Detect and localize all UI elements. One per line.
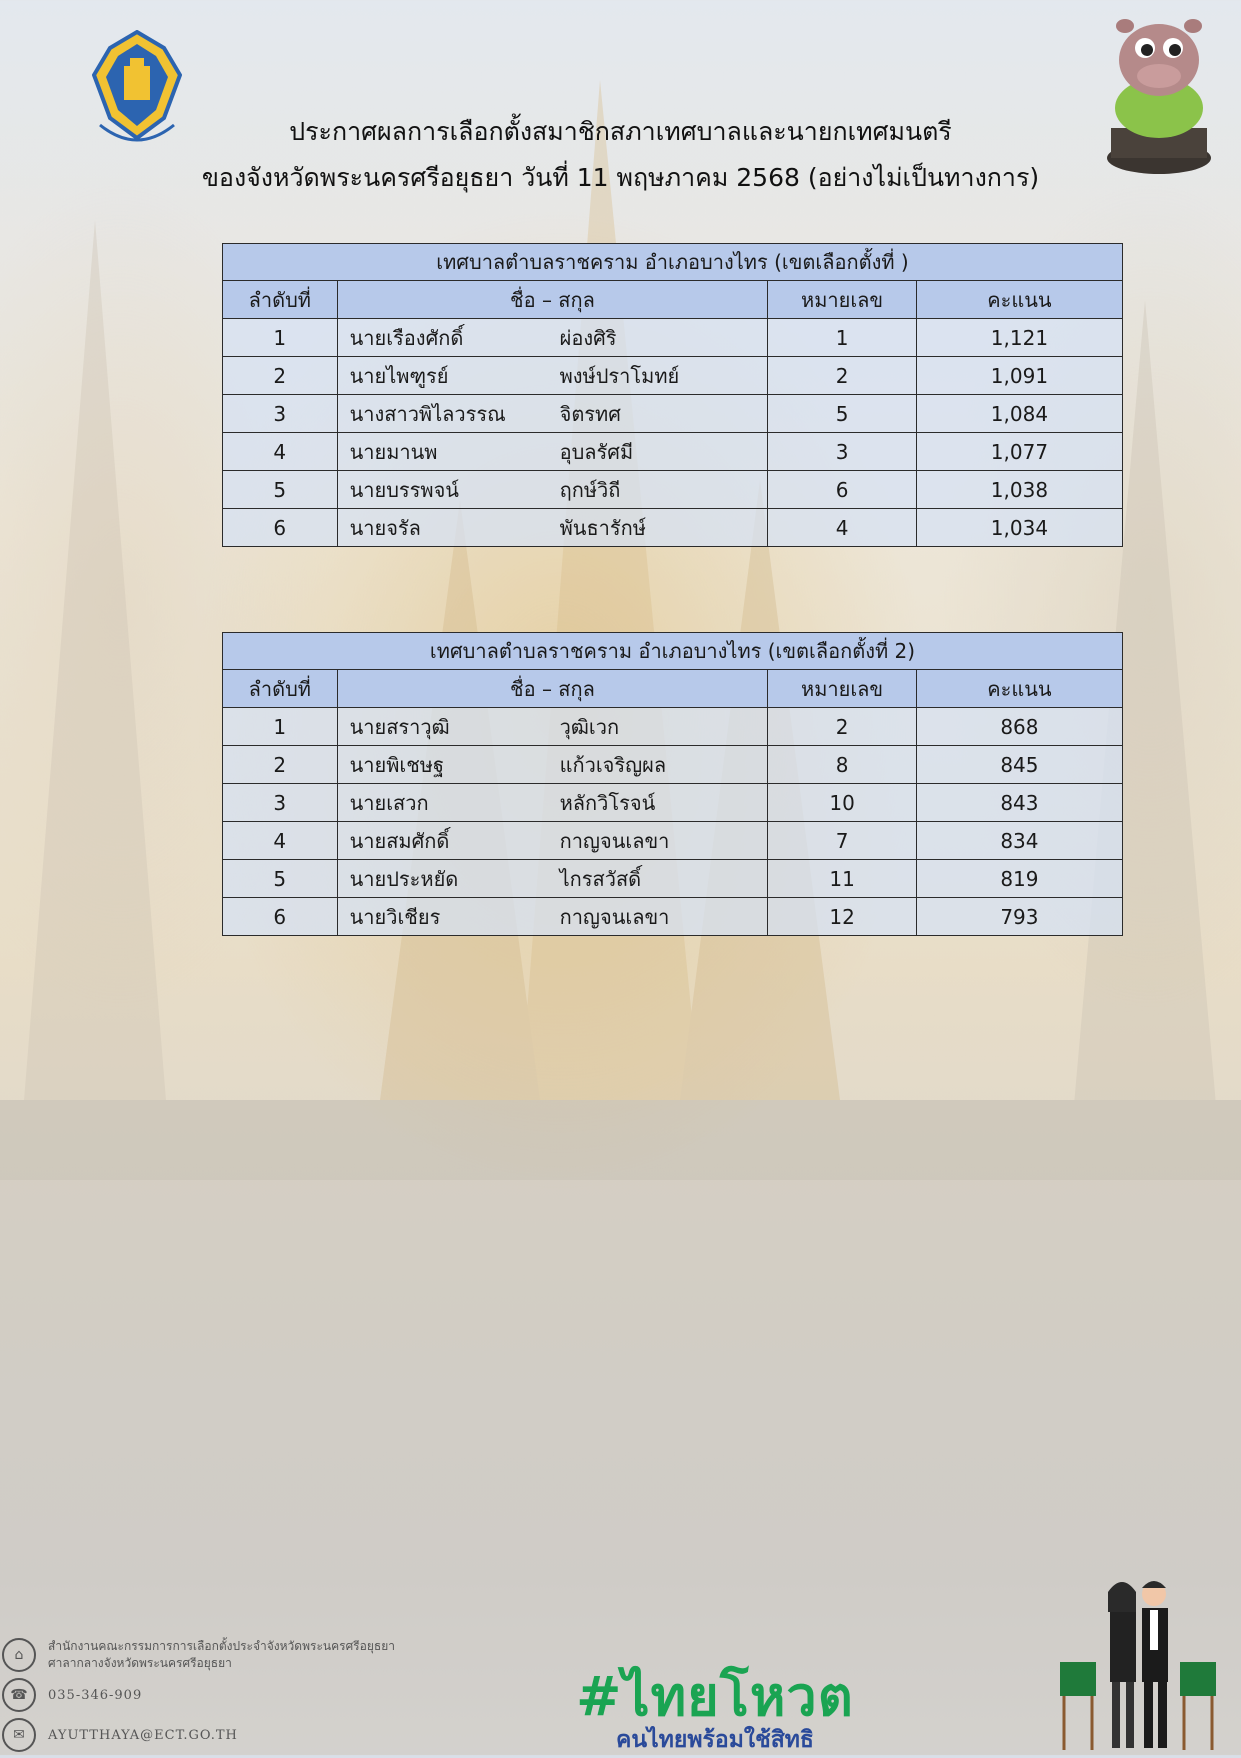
column-header-score: คะแนน (916, 670, 1122, 708)
name-cell (337, 708, 768, 746)
office-name: สำนักงานคณะกรรมการการเลือกตั้งประจำจังหวัดพระนครศรีอยุธยา (48, 1639, 395, 1653)
last-name: พันธารักษ์ (559, 515, 646, 540)
campaign-hashtag: #ไทยโหวต (576, 1665, 854, 1728)
campaign-slogan: คนไทยพร้อมใช้สิทธิ (616, 1727, 814, 1753)
name-cell (337, 860, 768, 898)
number-cell: 10 (768, 784, 917, 822)
first-name: นายมานพ (349, 439, 438, 464)
email-address: AYUTTHAYA@ECT.GO.TH (48, 1727, 238, 1743)
number-cell: 11 (768, 860, 917, 898)
score-cell: 1,077 (916, 433, 1122, 471)
name-cell (337, 471, 768, 509)
number-cell: 3 (768, 433, 917, 471)
name-cell (337, 433, 768, 471)
footer-email (0, 1718, 430, 1752)
last-name: ผ่องศิริ (559, 325, 617, 350)
first-name: นายวิเชียร (349, 904, 441, 929)
score-cell: 1,038 (916, 471, 1122, 509)
score-cell: 793 (916, 898, 1122, 936)
column-header-score: คะแนน (916, 281, 1122, 319)
first-name: นายเสวก (349, 790, 429, 815)
table-row (223, 784, 1123, 822)
page-title-line-1: ประกาศผลการเลือกตั้งสมาชิกสภาเทศบาลและนายกเทศมนตรี (289, 117, 952, 146)
number-cell: 2 (768, 357, 917, 395)
office-location: ศาลากลางจังหวัดพระนครศรีอยุธยา (48, 1656, 232, 1670)
rank-cell: 6 (223, 509, 338, 547)
table-row (223, 319, 1123, 357)
table-row (223, 509, 1123, 547)
column-header-number: หมายเลข (768, 281, 917, 319)
home-icon: ⌂ (2, 1638, 36, 1672)
rank-cell: 6 (223, 898, 338, 936)
table-row (223, 395, 1123, 433)
name-cell (337, 357, 768, 395)
number-cell: 5 (768, 395, 917, 433)
last-name: กาญจนเลขา (559, 904, 670, 929)
first-name: นายสมศักดิ์ (349, 828, 450, 853)
number-cell: 7 (768, 822, 917, 860)
table-row (223, 708, 1123, 746)
last-name: ไกรสวัสดิ์ (559, 866, 642, 891)
number-cell: 6 (768, 471, 917, 509)
table-row (223, 822, 1123, 860)
last-name: วุฒิเวก (559, 714, 620, 739)
name-cell (337, 898, 768, 936)
last-name: หลักวิโรจน์ (559, 790, 656, 815)
column-header-name: ชื่อ – สกุล (337, 670, 768, 708)
number-cell: 4 (768, 509, 917, 547)
last-name: ฤกษ์วิถี (559, 477, 621, 502)
name-cell (337, 319, 768, 357)
footer-address (0, 1638, 430, 1672)
table-caption: เทศบาลตำบลราชคราม อำเภอบางไทร (เขตเลือกตั้งที่ 2) (223, 633, 1123, 670)
table-row (223, 471, 1123, 509)
table-row (223, 746, 1123, 784)
first-name: นายบรรพจน์ (349, 477, 459, 502)
first-name: นายพิเชษฐ (349, 752, 445, 777)
table-row (223, 357, 1123, 395)
score-cell: 845 (916, 746, 1122, 784)
last-name: จิตรทศ (559, 401, 621, 426)
score-cell: 819 (916, 860, 1122, 898)
first-name: นายไพฑูรย์ (349, 363, 449, 388)
name-cell (337, 746, 768, 784)
rank-cell: 5 (223, 860, 338, 898)
page-title-line-2: ของจังหวัดพระนครศรีอยุธยา วันที่ 11 พฤษภาคม 2568 (อย่างไม่เป็นทางการ) (201, 163, 1040, 192)
number-cell: 8 (768, 746, 917, 784)
column-header-number: หมายเลข (768, 670, 917, 708)
rank-cell: 1 (223, 319, 338, 357)
hippo-mascot-icon (1095, 8, 1223, 178)
number-cell: 1 (768, 319, 917, 357)
phone-icon: ☎ (2, 1678, 36, 1712)
voters-illustration-icon (1050, 1572, 1240, 1752)
footer-contact (0, 1638, 430, 1758)
first-name: นายจรัล (349, 515, 421, 540)
name-cell (337, 784, 768, 822)
name-cell (337, 395, 768, 433)
name-cell (337, 822, 768, 860)
table-row (223, 433, 1123, 471)
first-name: นายสราวุฒิ (349, 714, 450, 739)
table-caption: เทศบาลตำบลราชคราม อำเภอบางไทร (เขตเลือกตั้งที่ ) (223, 244, 1123, 281)
results-table-district-2 (222, 632, 1123, 936)
last-name: กาญจนเลขา (559, 828, 670, 853)
phone-number: 035-346-909 (48, 1687, 143, 1703)
number-cell: 2 (768, 708, 917, 746)
score-cell: 834 (916, 822, 1122, 860)
rank-cell: 3 (223, 784, 338, 822)
score-cell: 843 (916, 784, 1122, 822)
table-row (223, 898, 1123, 936)
score-cell: 1,091 (916, 357, 1122, 395)
first-name: นางสาวพิไลวรรณ (349, 401, 506, 426)
column-header-name: ชื่อ – สกุล (337, 281, 768, 319)
score-cell: 1,084 (916, 395, 1122, 433)
number-cell: 12 (768, 898, 917, 936)
first-name: นายประหยัด (349, 866, 459, 891)
score-cell: 868 (916, 708, 1122, 746)
last-name: แก้วเจริญผล (559, 752, 667, 777)
rank-cell: 2 (223, 746, 338, 784)
last-name: พงษ์ปราโมทย์ (559, 363, 680, 388)
name-cell (337, 509, 768, 547)
rank-cell: 4 (223, 433, 338, 471)
rank-cell: 5 (223, 471, 338, 509)
results-table-district-1 (222, 243, 1123, 547)
column-header-rank: ลำดับที่ (223, 281, 338, 319)
last-name: อุบลรัศมี (559, 439, 634, 464)
first-name: นายเรืองศักดิ์ (349, 325, 464, 350)
score-cell: 1,121 (916, 319, 1122, 357)
rank-cell: 1 (223, 708, 338, 746)
mail-icon: ✉ (2, 1718, 36, 1752)
column-header-rank: ลำดับที่ (223, 670, 338, 708)
rank-cell: 4 (223, 822, 338, 860)
campaign-brand (545, 1665, 885, 1754)
footer-phone (0, 1678, 430, 1712)
rank-cell: 2 (223, 357, 338, 395)
table-row (223, 860, 1123, 898)
rank-cell: 3 (223, 395, 338, 433)
score-cell: 1,034 (916, 509, 1122, 547)
